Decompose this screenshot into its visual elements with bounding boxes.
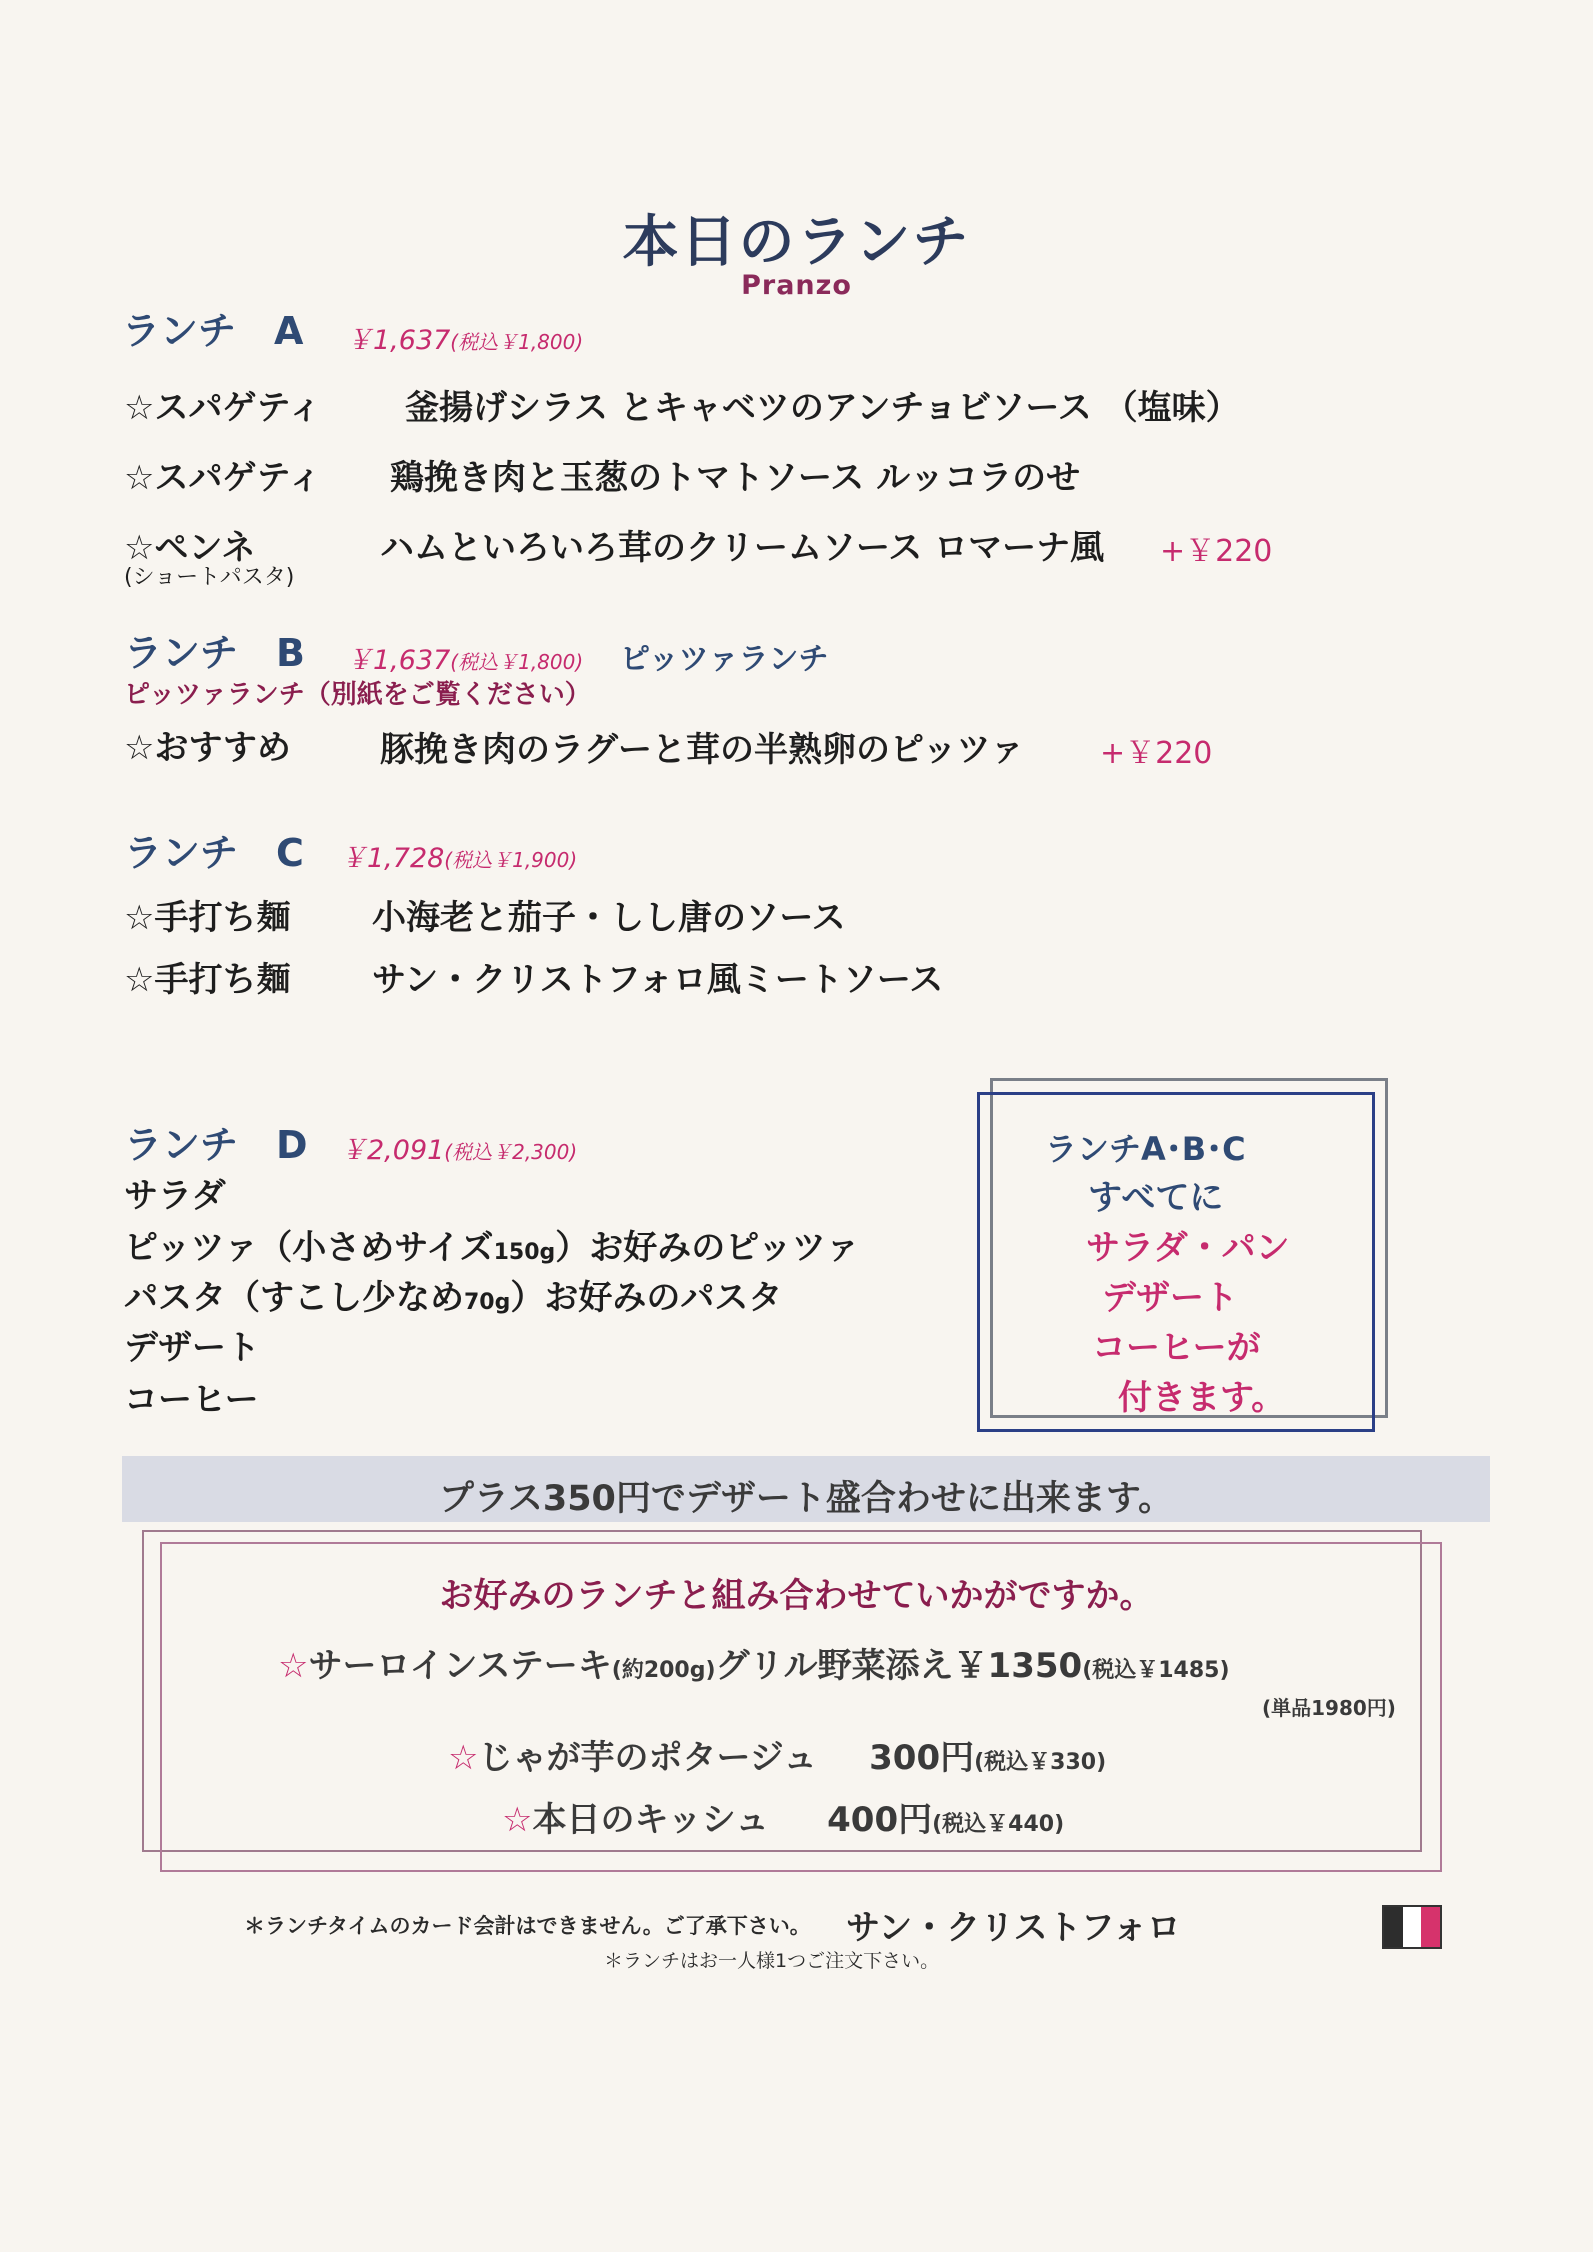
lunch-a-letter: A xyxy=(274,309,304,353)
lunch-b-label: ランチ xyxy=(124,631,239,675)
page-title: 本日のランチ xyxy=(622,210,971,275)
lunch-a-item-2-type: ☆スパゲティ xyxy=(124,458,322,498)
lunch-a-item-1-type: ☆スパゲティ xyxy=(124,388,322,428)
side-box-line-4: デザート xyxy=(1102,1278,1238,1318)
star-icon: ☆ xyxy=(448,1738,479,1778)
lunch-b-tag: ピッツァランチ xyxy=(620,642,829,677)
side-box-line-2: すべてに xyxy=(1088,1178,1224,1218)
lunch-d-heading xyxy=(124,1114,308,1169)
flag-stripe-left xyxy=(1384,1907,1403,1947)
combo-item-potage: ☆じゃが芋のポタージュ 300円(税込￥330) xyxy=(448,1738,1107,1778)
combo-heading: お好みのランチと組み合わせていかがですか。 xyxy=(439,1576,1154,1616)
lunch-b-item-1-type: ☆おすすめ xyxy=(124,728,291,768)
lunch-d-item-pizza: ピッツァ（小さめサイズ150g）お好みのピッツァ xyxy=(124,1228,860,1268)
lunch-a-price: ￥1,637(税込￥1,800) xyxy=(346,325,584,356)
footer-restaurant-name: サン・クリストフォロ xyxy=(846,1908,1181,1948)
italian-flag-icon xyxy=(1382,1905,1442,1949)
lunch-d-label: ランチ xyxy=(124,1123,239,1167)
footer-order-note: ＊ランチはお一人様1つご注文下さい。 xyxy=(604,1950,940,1972)
flag-stripe-middle xyxy=(1403,1907,1422,1947)
lunch-d-item-coffee: コーヒー xyxy=(124,1380,259,1420)
side-box-line-3: サラダ・パン xyxy=(1086,1228,1290,1268)
lunch-c-price: ￥1,728(税込￥1,900) xyxy=(340,843,578,874)
lunch-d-item-dessert: デザート xyxy=(124,1328,260,1368)
lunch-c-item-2-type: ☆手打ち麺 xyxy=(124,960,291,1000)
combo-item-steak: ☆サーロインステーキ(約200g)グリル野菜添え￥1350(税込￥1485) xyxy=(278,1646,1230,1686)
dessert-banner: プラス350円でデザート盛合わせに出来ます。 xyxy=(438,1479,1174,1519)
lunch-c-heading xyxy=(124,822,304,877)
side-box-line-6: 付きます。 xyxy=(1118,1378,1286,1418)
star-icon: ☆ xyxy=(278,1646,309,1686)
lunch-c-item-1-dish: 小海老と茄子・しし唐のソース xyxy=(372,898,846,938)
lunch-b-item-1-extra: +￥220 xyxy=(1100,736,1213,771)
lunch-b-price: ￥1,637(税込￥1,800) xyxy=(346,645,584,676)
lunch-d-price: ￥2,091(税込￥2,300) xyxy=(340,1135,578,1166)
combo-item-quiche: ☆本日のキッシュ 400円(税込￥440) xyxy=(502,1800,1065,1840)
lunch-b-item-1-dish: 豚挽き肉のラグーと茸の半熟卵のピッツァ xyxy=(380,730,1025,770)
lunch-c-letter: C xyxy=(276,831,304,875)
lunch-d-item-salad: サラダ xyxy=(124,1176,226,1216)
lunch-a-heading xyxy=(122,300,303,355)
side-box-line-1: ランチA･B･C xyxy=(1045,1130,1246,1168)
lunch-a-item-3-extra: +￥220 xyxy=(1160,534,1273,569)
lunch-b-letter: B xyxy=(276,631,305,675)
lunch-a-item-3-note: (ショートパスタ) xyxy=(124,565,295,590)
lunch-d-letter: D xyxy=(276,1123,308,1167)
star-icon: ☆ xyxy=(502,1800,533,1840)
side-box-line-5: コーヒーが xyxy=(1092,1328,1261,1368)
lunch-a-item-2-dish: 鶏挽き肉と玉葱のトマトソース ルッコラのせ xyxy=(390,458,1081,498)
lunch-a-label: ランチ xyxy=(122,309,237,353)
lunch-c-item-1-type: ☆手打ち麺 xyxy=(124,898,291,938)
lunch-a-item-3-dish: ハムといろいろ茸のクリームソース ロマーナ風 xyxy=(380,528,1105,568)
lunch-b-heading xyxy=(124,622,305,677)
page-subtitle: Pranzo xyxy=(741,270,852,301)
lunch-c-label: ランチ xyxy=(124,831,239,875)
combo-item-steak-single-price: (単品1980円) xyxy=(1262,1696,1396,1720)
lunch-a-item-1-dish: 釜揚げシラス とキャベツのアンチョビソース （塩味） xyxy=(405,388,1240,428)
lunch-c-item-2-dish: サン・クリストフォロ風ミートソース xyxy=(372,960,944,1000)
lunch-a-item-3-type: ☆ペンネ xyxy=(124,528,256,568)
flag-stripe-right xyxy=(1421,1907,1440,1947)
lunch-d-item-pasta: パスタ（すこし少なめ70g）お好みのパスタ xyxy=(124,1278,783,1318)
footer-card-note: ＊ランチタイムのカード会計はできません。ご了承下さい。 xyxy=(244,1914,811,1938)
lunch-b-note: ピッツァランチ（別紙をご覧ください） xyxy=(124,680,591,710)
